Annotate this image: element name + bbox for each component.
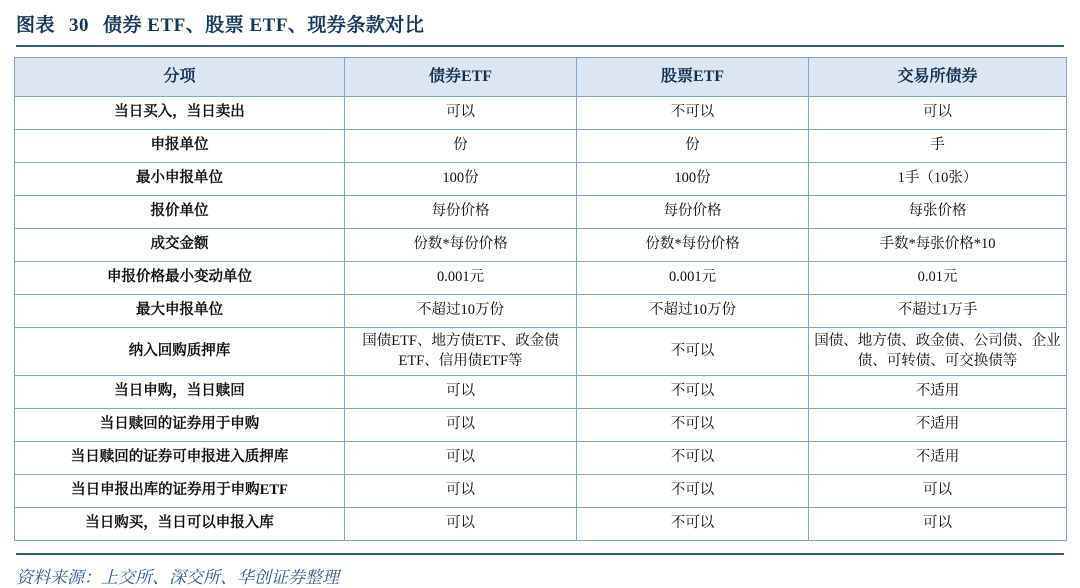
table-row (15, 262, 1067, 295)
cell-stock-etf: 不可以 (577, 442, 809, 475)
row-item-label: 报价单位 (15, 196, 345, 229)
cell-exchange-bond: 1手（10张） (809, 163, 1067, 196)
cell-bond-etf: 100份 (345, 163, 577, 196)
table-row (15, 475, 1067, 508)
source-note: 资料来源：上交所、深交所、华创证券整理 (16, 568, 339, 588)
cell-stock-etf: 0.001元 (577, 262, 809, 295)
cell-bond-etf: 可以 (345, 409, 577, 442)
cell-stock-etf: 不可以 (577, 376, 809, 409)
top-divider (16, 45, 1064, 47)
cell-exchange-bond: 不适用 (809, 376, 1067, 409)
cell-bond-etf: 可以 (345, 97, 577, 130)
row-item-label: 当日申购，当日赎回 (15, 376, 345, 409)
table-row (15, 97, 1067, 130)
table-row (15, 376, 1067, 409)
figure-number: 30 (69, 15, 90, 36)
row-item-label: 当日买入，当日卖出 (15, 97, 345, 130)
table-row (15, 508, 1067, 541)
cell-bond-etf: 0.001元 (345, 262, 577, 295)
row-item-label: 当日申报出库的证券用于申购ETF (15, 475, 345, 508)
cell-bond-etf: 不超过10万份 (345, 295, 577, 328)
table-row (15, 229, 1067, 262)
table-row (15, 409, 1067, 442)
table-body (15, 97, 1067, 541)
table-row (15, 196, 1067, 229)
table-row (15, 130, 1067, 163)
cell-stock-etf: 不可以 (577, 409, 809, 442)
table-row (15, 295, 1067, 328)
cell-exchange-bond: 0.01元 (809, 262, 1067, 295)
cell-exchange-bond: 不适用 (809, 409, 1067, 442)
figure-title-row (14, 0, 1066, 45)
table-header (15, 58, 1067, 97)
cell-stock-etf: 不可以 (577, 97, 809, 130)
cell-stock-etf: 100份 (577, 163, 809, 196)
column-header-stock-etf: 股票ETF (577, 58, 809, 97)
cell-bond-etf: 份数*每份价格 (345, 229, 577, 262)
cell-stock-etf: 不可以 (577, 508, 809, 541)
row-item-label: 纳入回购质押库 (15, 328, 345, 376)
cell-exchange-bond: 可以 (809, 508, 1067, 541)
page-title: 债券 ETF、股票 ETF、现券条款对比 (103, 15, 425, 36)
row-item-label: 当日赎回的证券可申报进入质押库 (15, 442, 345, 475)
column-header-bond-etf: 债券ETF (345, 58, 577, 97)
cell-bond-etf: 可以 (345, 442, 577, 475)
cell-bond-etf: 可以 (345, 508, 577, 541)
cell-exchange-bond: 每张价格 (809, 196, 1067, 229)
cell-exchange-bond: 不超过1万手 (809, 295, 1067, 328)
row-item-label: 当日赎回的证券用于申购 (15, 409, 345, 442)
table-row (15, 163, 1067, 196)
cell-stock-etf: 不超过10万份 (577, 295, 809, 328)
cell-stock-etf: 不可以 (577, 475, 809, 508)
cell-stock-etf: 每份价格 (577, 196, 809, 229)
table-row (15, 442, 1067, 475)
cell-stock-etf: 份 (577, 130, 809, 163)
row-item-label: 申报单位 (15, 130, 345, 163)
row-item-label: 成交金额 (15, 229, 345, 262)
table-header-row (15, 58, 1067, 97)
cell-stock-etf: 份数*每份价格 (577, 229, 809, 262)
cell-exchange-bond: 可以 (809, 475, 1067, 508)
cell-stock-etf: 不可以 (577, 328, 809, 376)
table-row (15, 328, 1067, 376)
cell-exchange-bond: 国债、地方债、政金债、公司债、企业债、可转债、可交换债等 (809, 328, 1067, 376)
cell-exchange-bond: 可以 (809, 97, 1067, 130)
cell-bond-etf: 份 (345, 130, 577, 163)
row-item-label: 最大申报单位 (15, 295, 345, 328)
cell-bond-etf: 每份价格 (345, 196, 577, 229)
cell-bond-etf: 可以 (345, 475, 577, 508)
cell-exchange-bond: 手 (809, 130, 1067, 163)
column-header-item: 分项 (15, 58, 345, 97)
cell-exchange-bond: 手数*每张价格*10 (809, 229, 1067, 262)
row-item-label: 最小申报单位 (15, 163, 345, 196)
cell-bond-etf: 可以 (345, 376, 577, 409)
cell-exchange-bond: 不适用 (809, 442, 1067, 475)
comparison-table (14, 57, 1067, 541)
figure-label: 图表 (16, 15, 56, 36)
cell-bond-etf: 国债ETF、地方债ETF、政金债ETF、信用债ETF等 (345, 328, 577, 376)
row-item-label: 申报价格最小变动单位 (15, 262, 345, 295)
column-header-exchange-bond: 交易所债券 (809, 58, 1067, 97)
row-item-label: 当日购买，当日可以申报入库 (15, 508, 345, 541)
